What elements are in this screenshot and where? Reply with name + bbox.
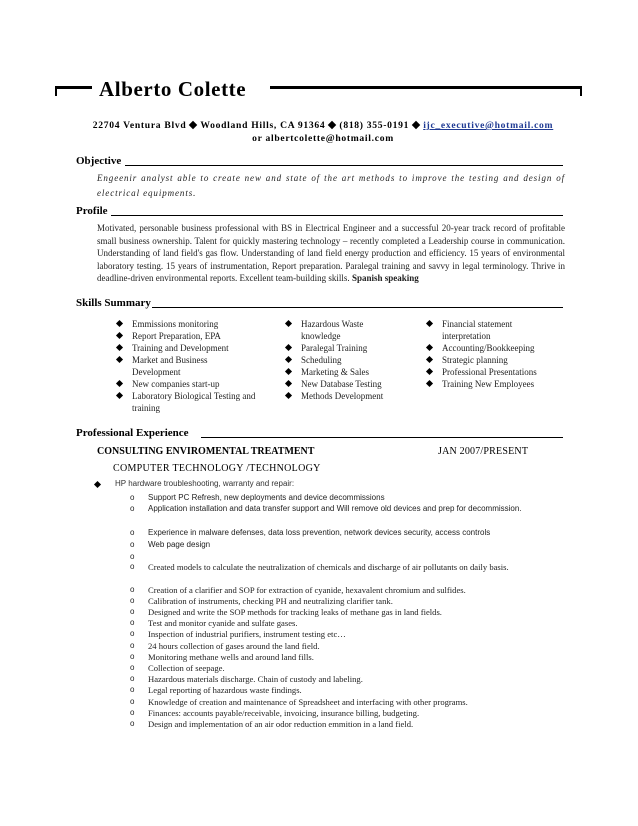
profile-underline xyxy=(111,215,563,216)
duty-item: o 24 hours collection of gases around the land field. xyxy=(130,641,320,651)
contact-line-2: or albertcolette@hotmail.com xyxy=(252,133,394,144)
profile-text xyxy=(97,222,565,285)
skill-item: Accounting/Bookkeeping xyxy=(425,342,570,354)
separator-diamond-icon xyxy=(189,121,197,129)
separator-diamond-icon xyxy=(328,121,336,129)
skill-item: Paralegal Training xyxy=(284,342,409,354)
duty-item: o Monitoring methane wells and around land fills. xyxy=(130,652,314,662)
bullet-circle-icon: o xyxy=(130,719,135,728)
skill-item: Training New Employees xyxy=(425,378,570,390)
header-rule-right xyxy=(270,86,582,89)
skill-item: New Database Testing xyxy=(284,378,409,390)
bullet-circle-icon: o xyxy=(130,607,135,616)
header-rule-left xyxy=(55,86,92,89)
contact-block xyxy=(78,119,568,145)
bullet-circle-icon: o xyxy=(130,585,135,594)
skill-item: Professional Presentations xyxy=(425,366,570,378)
bullet-circle-icon: o xyxy=(130,528,135,537)
experience-heading: Professional Experience xyxy=(76,427,189,439)
duty-item: o Hazardous materials discharge. Chain of custody and labeling. xyxy=(130,674,363,684)
bullet-circle-icon: o xyxy=(130,504,135,513)
contact-line-1 xyxy=(78,119,568,132)
skill-item: Scheduling xyxy=(284,354,409,366)
hp-summary-line: HP hardware troubleshooting, warranty and repair: xyxy=(95,479,294,488)
bullet-diamond-icon xyxy=(285,380,292,387)
bullet-circle-icon: o xyxy=(130,708,135,717)
city-address: Woodland Hills, CA 91364 xyxy=(200,120,326,131)
duty-item: o Web page design xyxy=(130,540,211,549)
duty-item: o Designed and write the SOP methods for tracking leaks of methane gas in land fields. xyxy=(130,607,442,617)
header-rule-right-stub xyxy=(580,86,582,96)
bullet-diamond-icon xyxy=(285,320,292,327)
bullet-circle-icon: o xyxy=(130,663,135,672)
profile-body: Motivated, personable business professional with BS in Electrical Engineer and a successful 20-year track record of profitable small business ownership. Talent for quickly mastering technology – recently completed a Leadership course in communication. Understanding of land field's gas flow. Understanding of land field energy production and efficiency. 15 years of environmental laboratory testing. 15 years of instrumentation, Report preparation. Paralegal training and savvy in legal terminology. Thrive in deadline-driven environmental reports. Excellent team-building skills. xyxy=(97,223,565,283)
duty-item: o Inspection of industrial purifiers, instrument testing etc… xyxy=(130,629,346,639)
bullet-circle-icon: o xyxy=(130,697,135,706)
header-rule-left-stub xyxy=(55,86,57,96)
duty-item: o Design and implementation of an air odor reduction emmition in a land field. xyxy=(130,719,414,729)
bullet-circle-icon: o xyxy=(130,493,135,502)
bullet-diamond-icon xyxy=(426,380,433,387)
skills-heading: Skills Summary xyxy=(76,297,151,309)
bullet-diamond-icon xyxy=(116,320,123,327)
bullet-circle-icon: o xyxy=(130,562,135,571)
skill-item: Methods Development xyxy=(284,390,386,402)
bullet-diamond-icon xyxy=(116,332,123,339)
duty-item: o Creation of a clarifier and SOP for extraction of cyanide, hexavalent chromium and sulfides. xyxy=(130,585,466,595)
bullet-diamond-icon xyxy=(426,344,433,351)
separator-diamond-icon xyxy=(412,121,420,129)
bullet-circle-icon: o xyxy=(130,552,135,561)
bullet-circle-icon: o xyxy=(130,674,135,683)
duty-item: o Experience in malware defenses, data loss prevention, network devices security, access controls xyxy=(130,528,491,537)
skills-column-2 xyxy=(284,318,409,402)
bullet-circle-icon: o xyxy=(130,641,135,650)
skill-item: Financial statement interpretation xyxy=(425,318,542,342)
objective-text: Engeenir analyst able to create new and state of the art methods to improve the testing and design of electrical equipments. xyxy=(97,173,565,198)
skill-item: Market and Business Development xyxy=(115,354,242,378)
company-name: COMPUTER TECHNOLOGY /TECHNOLOGY xyxy=(113,463,321,474)
bullet-diamond-icon xyxy=(426,356,433,363)
bullet-circle-icon: o xyxy=(130,685,135,694)
primary-email-link[interactable]: ijc_executive@hotmail.com xyxy=(423,120,554,131)
skill-item: Laboratory Biological Testing and training xyxy=(115,390,277,414)
duty-item: o Application installation and data transfer support and Will remove old devices and prep for decommission. xyxy=(130,504,522,513)
phone-number: (818) 355-0191 xyxy=(339,120,410,131)
skill-item: New companies start-up xyxy=(115,378,265,390)
skill-item: Hazardous Waste knowledge xyxy=(284,318,401,342)
duty-item: o Knowledge of creation and maintenance of Spreadsheet and interfacing with other programs. xyxy=(130,697,468,707)
duty-item: o Legal reporting of hazardous waste findings. xyxy=(130,685,302,695)
skills-column-3 xyxy=(425,318,570,390)
skills-underline xyxy=(152,307,563,308)
skill-item: Training and Development xyxy=(115,342,265,354)
bullet-diamond-icon xyxy=(426,368,433,375)
skill-item: Emmissions monitoring xyxy=(115,318,265,330)
duty-item: o Calibration of instruments, checking PH and neutralizing clarifier tank. xyxy=(130,596,393,606)
skill-item: Marketing & Sales xyxy=(284,366,409,378)
objective-underline xyxy=(125,165,563,166)
profile-heading: Profile xyxy=(76,205,108,217)
bullet-circle-icon: o xyxy=(130,540,135,549)
bullet-diamond-icon xyxy=(285,368,292,375)
duty-item: o Collection of seepage. xyxy=(130,663,225,673)
experience-underline xyxy=(201,437,563,438)
bullet-circle-icon: o xyxy=(130,618,135,627)
duty-item: o Support PC Refresh, new deployments and device decommissions xyxy=(130,493,385,502)
skill-item: Report Preparation, EPA xyxy=(115,330,265,342)
bullet-diamond-icon xyxy=(116,344,123,351)
bullet-diamond-icon xyxy=(285,392,292,399)
profile-language: Spanish speaking xyxy=(351,273,419,283)
duty-item: o Finances: accounts payable/receivable, invoicing, insurance billing, budgeting. xyxy=(130,708,420,718)
bullet-diamond-icon xyxy=(285,344,292,351)
duty-item: o Created models to calculate the neutralization of chemicals and discharge of air pollutants on daily basis. xyxy=(130,562,509,572)
bullet-diamond-icon xyxy=(426,320,433,327)
bullet-diamond-icon xyxy=(116,356,123,363)
bullet-diamond-icon xyxy=(116,380,123,387)
skill-item: Strategic planning xyxy=(425,354,570,366)
bullet-diamond-icon xyxy=(94,481,101,488)
bullet-diamond-icon xyxy=(116,392,123,399)
street-address: 22704 Ventura Blvd xyxy=(92,120,187,131)
bullet-circle-icon: o xyxy=(130,629,135,638)
candidate-name: Alberto Colette xyxy=(99,77,247,101)
skills-column-1 xyxy=(115,318,265,414)
job-dates: JAN 2007/PRESENT xyxy=(438,446,529,457)
bullet-circle-icon: o xyxy=(130,652,135,661)
objective-heading: Objective xyxy=(76,155,122,167)
job-title: CONSULTING ENVIROMENTAL TREATMENT xyxy=(97,446,315,457)
duty-item: o Test and monitor cyanide and sulfate gases. xyxy=(130,618,298,628)
bullet-diamond-icon xyxy=(285,356,292,363)
bullet-circle-icon: o xyxy=(130,596,135,605)
